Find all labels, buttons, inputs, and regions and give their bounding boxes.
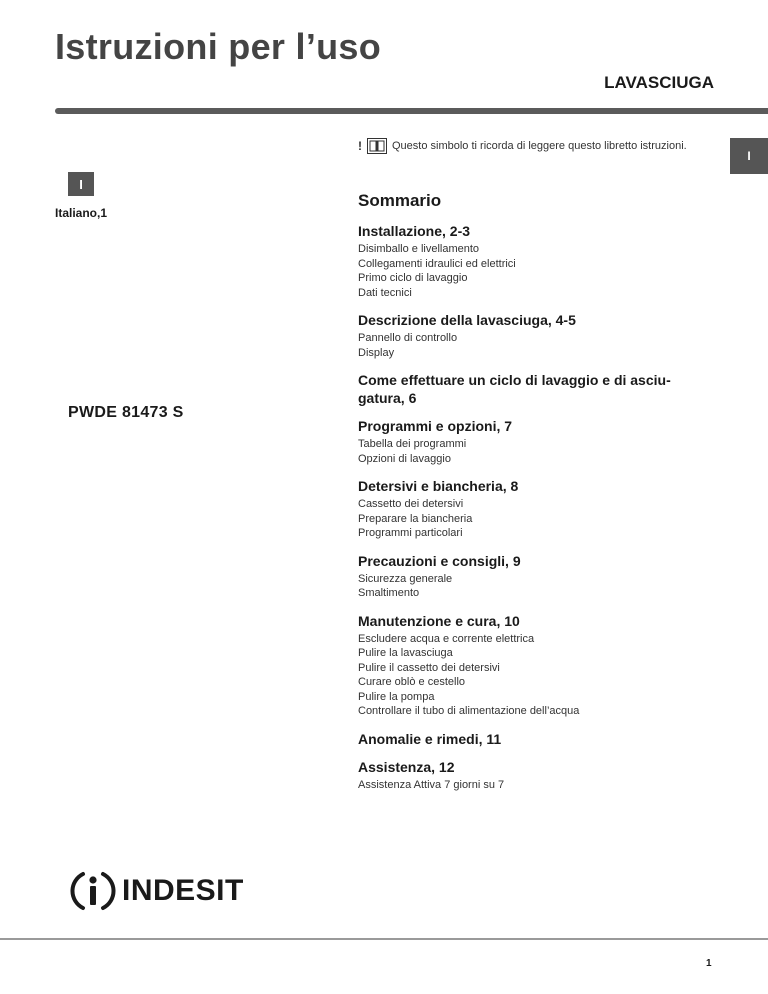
- toc-heading: Assistenza, 12: [358, 758, 455, 775]
- toc-item: Pulire il cassetto dei detersivi: [358, 661, 500, 674]
- toc-section-ciclo: [358, 373, 718, 406]
- toc-section-manutenzione: [358, 614, 718, 719]
- note-text: Questo simbolo ti ricorda di leggere questo libretto istruzioni.: [392, 140, 687, 152]
- footer-divider: [0, 938, 768, 940]
- toc-item: Programmi particolari: [358, 527, 463, 539]
- toc-item: Pulire la lavasciuga: [358, 647, 453, 659]
- toc-item: Display: [358, 346, 395, 359]
- indesit-logo-icon: [70, 870, 116, 912]
- toc-item: Disimballo e livellamento: [358, 243, 480, 255]
- product-type: LAVASCIUGA: [604, 73, 714, 92]
- toc-heading: Descrizione della lavasciuga, 4-5: [358, 312, 576, 328]
- toc-section-anomalie: [358, 732, 718, 747]
- toc-section-detersivi: [358, 479, 718, 541]
- toc-heading: Detersivi e biancheria, 8: [358, 478, 519, 494]
- reading-note: [358, 138, 687, 154]
- page-number: 1: [706, 958, 712, 969]
- toc-heading: Installazione, 2-3: [358, 223, 471, 239]
- toc-section-descrizione: [358, 313, 718, 360]
- toc-item: Collegamenti idraulici ed elettrici: [358, 257, 516, 270]
- toc-heading: Manutenzione e cura, 10: [358, 612, 520, 629]
- toc-item: Primo ciclo di lavaggio: [358, 272, 468, 284]
- toc-heading-line-2: gatura, 6: [358, 390, 417, 406]
- toc-item: Assistenza Attiva 7 giorni su 7: [358, 778, 505, 791]
- toc-item: Smaltimento: [358, 587, 420, 599]
- brand-name: INDESIT: [122, 874, 244, 907]
- brand-logo: [70, 870, 244, 912]
- book-icon: [367, 138, 387, 154]
- model-number: PWDE 81473 S: [68, 404, 184, 421]
- toc-heading: Precauzioni e consigli, 9: [358, 552, 521, 569]
- toc-section-precauzioni: [358, 554, 718, 601]
- toc-item: Controllare il tubo di alimentazione dell’acqua: [358, 705, 580, 717]
- toc-item: Dati tecnici: [358, 286, 412, 299]
- toc-item: Pulire la pompa: [358, 690, 435, 703]
- toc-heading: Anomalie e rimedi, 11: [358, 730, 502, 747]
- header-divider: [55, 108, 768, 114]
- toc-section-assistenza: [358, 760, 718, 793]
- language-label: Italiano,1: [55, 206, 108, 220]
- toc-item: Preparare la biancheria: [358, 512, 473, 525]
- toc-title: Sommario: [358, 191, 442, 210]
- table-of-contents: [358, 191, 718, 805]
- toc-heading-line-1: Come effettuare un ciclo di lavaggio e di asciu-: [358, 372, 671, 388]
- toc-item: Tabella dei programmi: [358, 438, 467, 450]
- toc-item: Pannello di controllo: [358, 332, 458, 344]
- toc-item: Opzioni di lavaggio: [358, 452, 451, 465]
- language-code-badge: I: [68, 172, 94, 196]
- toc-item: Curare oblò e cestello: [358, 676, 466, 688]
- note-exclamation: !: [358, 139, 362, 153]
- toc-item: Cassetto dei detersivi: [358, 498, 464, 510]
- toc-section-installazione: [358, 224, 718, 300]
- toc-heading: Programmi e opzioni, 7: [358, 418, 513, 434]
- toc-section-programmi: [358, 419, 718, 466]
- toc-item: Sicurezza generale: [358, 572, 453, 585]
- document-title: Istruzioni per l’uso: [55, 26, 382, 67]
- language-tab: I: [730, 138, 768, 174]
- toc-item: Escludere acqua e corrente elettrica: [358, 632, 535, 645]
